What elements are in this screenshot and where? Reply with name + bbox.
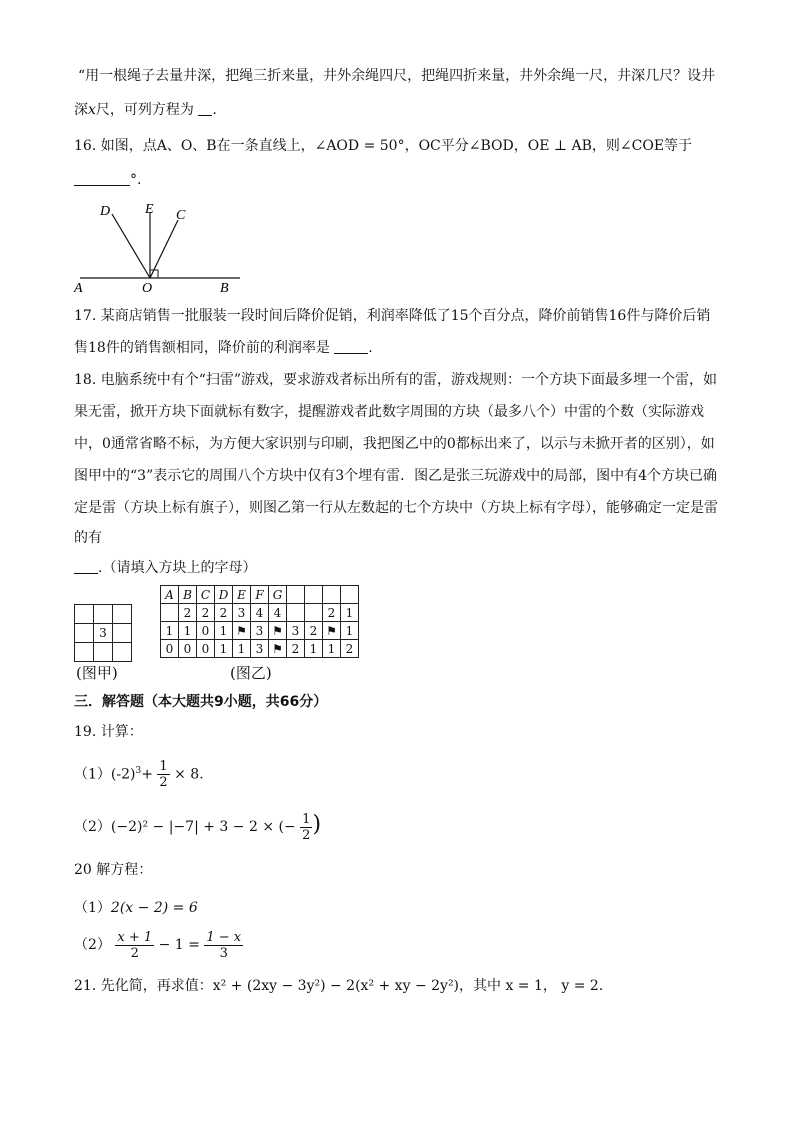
fig-jia-cell <box>113 624 132 643</box>
fig-yi-cell: 0 <box>161 640 179 658</box>
fig-yi-cell: 1 <box>161 622 179 640</box>
fig-yi-cell: 1 <box>179 622 197 640</box>
fig-yi-cell: 1 <box>323 640 341 658</box>
fig-yi-cell <box>341 586 359 604</box>
fig-yi-cell: B <box>179 586 197 604</box>
q20-p1-expr: 2(x − 2) = 6 <box>110 900 198 916</box>
fig-jia-cell <box>113 605 132 624</box>
q16-label-b: B <box>220 281 229 296</box>
q19-p1-tail: × 8. <box>174 766 204 783</box>
fig-yi-cell: 4 <box>251 604 269 622</box>
fig-yi-cell <box>287 586 305 604</box>
q19-p1-label: （1）(-2) <box>74 766 136 783</box>
mine-flag-cell: ⚑ <box>269 640 287 658</box>
fig-yi-cell: E <box>233 586 251 604</box>
q20-p2-n2: 1 − x <box>206 929 242 945</box>
fig-jia-center-cell: 3 <box>94 624 113 643</box>
fig-yi-cell: F <box>251 586 269 604</box>
section3-title: 三．解答题（本大题共9小题，共66分） <box>74 694 328 710</box>
fig-yi-cell <box>323 586 341 604</box>
q17-answer-blank <box>334 338 368 354</box>
fig-jia-cell <box>75 643 94 662</box>
fig-yi-cell: D <box>215 586 233 604</box>
fig-yi-cell: 4 <box>269 604 287 622</box>
q17-line1: 17. 某商店销售一批服装一段时间后降价促销，利润率降低了15个百分点，降价前销售16件与降价后销 <box>74 308 711 324</box>
q16-line2 <box>74 170 141 190</box>
q19-p2-num: 1 <box>302 811 311 827</box>
fig-yi-cell: 2 <box>197 604 215 622</box>
mine-flag-cell: ⚑ <box>323 622 341 640</box>
mine-flag-cell: ⚑ <box>269 622 287 640</box>
q18-answer-blank <box>74 558 98 574</box>
q15-line2 <box>74 100 217 120</box>
q17-line2 <box>74 338 373 358</box>
q20-p2-n1: x + 1 <box>117 929 153 945</box>
q19-p2-expr: (−2)² − |−7| + 3 − 2 × (− <box>110 819 296 835</box>
q20-p2-frac1 <box>115 930 154 961</box>
fig-yi-cell: 1 <box>215 640 233 658</box>
fig-jia-cell <box>113 643 132 662</box>
q16-label-o: O <box>142 281 153 296</box>
q18-answer-tail: .（请填入方块上的字母） <box>98 560 257 576</box>
fig-yi-cell: 0 <box>197 622 215 640</box>
q20-p2-label: （2） <box>74 937 111 953</box>
fig-jia-cell <box>75 605 94 624</box>
q20-p1-label: （1） <box>74 900 111 916</box>
q20-part1 <box>74 898 198 918</box>
fig-jia-cell <box>94 643 113 662</box>
q19-title: 19. 计算： <box>74 724 143 740</box>
fig-yi-cell: 1 <box>215 622 233 640</box>
fig-yi-cell: 2 <box>323 604 341 622</box>
fig-yi-cell: 3 <box>287 622 305 640</box>
fig-yi-cell <box>305 586 323 604</box>
fig-yi-cell <box>287 604 305 622</box>
fig-yi-cell: 3 <box>251 622 269 640</box>
fig-yi-cell: 2 <box>215 604 233 622</box>
q16-answer-blank <box>74 170 130 186</box>
q19-p2-fraction <box>300 812 312 843</box>
q16-tail: °. <box>130 172 142 188</box>
fig-jia-cell <box>94 605 113 624</box>
q19-p2-label: （2） <box>74 819 111 835</box>
q21-text: 21. 先化简，再求值：x² + (2xy − 3y²) − 2(x² + xy − 2y²)，其中 x = 1， y = 2. <box>74 978 604 994</box>
q18-answer-line <box>74 558 256 578</box>
q19-part2 <box>74 808 321 844</box>
fig-yi-cell <box>305 604 323 622</box>
q19-p1-num: 1 <box>159 759 168 775</box>
q16-label-e: E <box>145 202 154 217</box>
fig-yi-cell: 3 <box>251 640 269 658</box>
fig-jia-caption: (图甲) <box>76 664 118 682</box>
q16-label-a: A <box>74 281 83 296</box>
q18-line-5: 的有 <box>74 530 102 546</box>
q18-line-0: 18. 电脑系统中有个“扫雷”游戏，要求游戏者标出所有的雷，游戏规则：一个方块下面最多埋一个雷，如 <box>74 372 718 388</box>
q15-end: . <box>212 102 217 118</box>
q16-label-c: C <box>176 208 186 223</box>
fig-yi-cell: 0 <box>197 640 215 658</box>
q19-p2-close: ) <box>312 812 322 837</box>
fig-yi-cell: 1 <box>341 622 359 640</box>
mine-flag-cell: ⚑ <box>233 622 251 640</box>
fig-yi-grid <box>160 585 359 658</box>
q19-p2-den: 2 <box>302 827 311 843</box>
fig-yi-cell: 0 <box>179 640 197 658</box>
fig-yi-cell: 2 <box>179 604 197 622</box>
fig-yi-cell <box>161 604 179 622</box>
fig-yi-cell: 2 <box>305 622 323 640</box>
q15-line2-a: 深 <box>74 102 88 118</box>
fig-yi-cell: 2 <box>287 640 305 658</box>
q20-part2 <box>74 928 243 962</box>
fig-jia-cell <box>75 624 94 643</box>
q20-p2-mid: − 1 = <box>158 937 200 953</box>
fig-jia-grid <box>74 604 132 662</box>
q20-p2-d1: 2 <box>130 945 139 961</box>
q16-figure <box>70 198 250 298</box>
fig-yi-cell: C <box>197 586 215 604</box>
q18-line-4: 定是雷（方块上标有旗子），则图乙第一行从左数起的七个方块中（方块上标有字母），能够确定一定是雷 <box>74 500 718 516</box>
q18-line-2: 中，0通常省略不标，为方便大家识别与印刷，我把图乙中的0都标出来了，以示与未掀开者的区别），如 <box>74 436 715 452</box>
q18-line-1: 果无雷，掀开方块下面就标有数字，提醒游戏者此数字周围的方块（最多八个）中雷的个数（实际游戏 <box>74 404 704 420</box>
q17-end: . <box>368 340 373 356</box>
fig-yi-cell: 1 <box>305 640 323 658</box>
q15-answer-blank <box>198 100 212 116</box>
q19-p1-fraction <box>157 759 169 790</box>
q20-p2-frac2 <box>204 930 243 961</box>
q19-p1-plus: + <box>141 766 153 783</box>
q20-title: 20 解方程： <box>74 862 153 878</box>
q19-p1-den: 2 <box>159 775 168 791</box>
fig-yi-cell: A <box>161 586 179 604</box>
q15-line1: “用一根绳子去量井深，把绳三折来量，井外余绳四尺，把绳四折来量，井外余绳一尺，井深几尺？设井 <box>78 68 716 84</box>
fig-yi-cell: 1 <box>341 604 359 622</box>
fig-yi-cell: 3 <box>233 604 251 622</box>
fig-yi-cell: 1 <box>233 640 251 658</box>
q16-label-d: D <box>100 204 111 219</box>
q20-p2-d2: 3 <box>219 945 228 961</box>
q16-text: 16. 如图，点A、O、B在一条直线上，∠AOD = 50°，OC平分∠BOD，OE ⊥ AB，则∠COE等于 <box>74 138 693 154</box>
fig-yi-cell: G <box>269 586 287 604</box>
q19-part1 <box>74 756 204 790</box>
q17-line2-text: 售18件的销售额相同，降价前的利润率是 <box>74 340 330 356</box>
q15-line2-b: 尺，可列方程为 <box>95 102 194 118</box>
q18-line-3: 图甲中的“3”表示它的周围八个方块中仅有3个埋有雷．图乙是张三玩游戏中的局部，图中有4个方块已确 <box>74 468 718 484</box>
q15-var-x: x <box>88 102 96 118</box>
fig-yi-cell: 2 <box>341 640 359 658</box>
q19-p1-exp: 3 <box>135 766 142 776</box>
fig-yi-caption: (图乙) <box>230 664 272 682</box>
